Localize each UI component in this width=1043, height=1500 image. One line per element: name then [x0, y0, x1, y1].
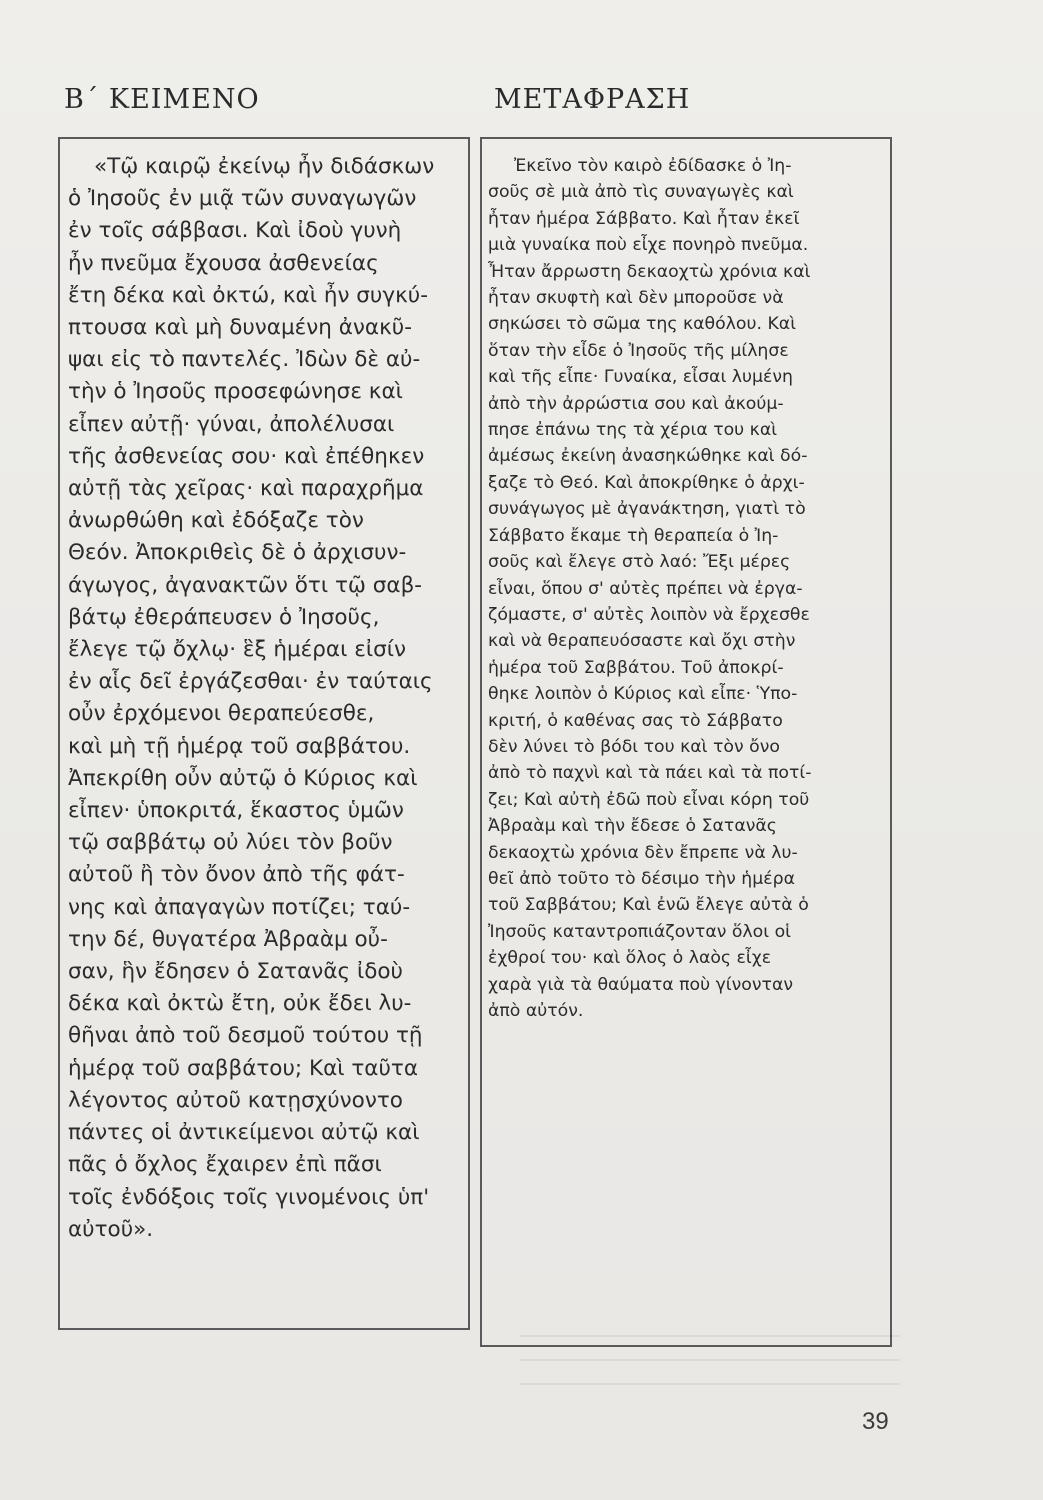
text-line: ἡμέρα τοῦ Σαββάτου. Τοῦ ἀποκρί- [488, 657, 784, 678]
text-line: ζει; Καὶ αὐτὴ ἐδῶ ποὺ εἶναι κόρη τοῦ [488, 789, 810, 810]
text-line: καὶ νὰ θεραπευόσαστε καὶ ὄχι στὴν [488, 631, 796, 652]
text-line: σοῦς σὲ μιὰ ἀπὸ τὶς συναγωγὲς καὶ [488, 182, 794, 203]
text-line: βάτῳ ἐθεράπευσεν ὁ Ἰησοῦς, [68, 604, 380, 630]
text-line: ἐχθροί του· καὶ ὅλος ὁ λαὸς εἶχε [488, 948, 772, 969]
text-line: νης καὶ ἀπαγαγὼν ποτίζει; ταύ- [68, 894, 411, 920]
text-line: Ἰησοῦς καταντροπιάζονταν ὅλοι οἱ [488, 921, 791, 942]
text-line: ὁ Ἰησοῦς ἐν μιᾷ τῶν συναγωγῶν [68, 186, 417, 212]
text-line: μιὰ γυναίκα ποὺ εἶχε πονηρὸ πνεῦμα. [488, 235, 809, 256]
text-line: Ἀπεκρίθη οὖν αὐτῷ ὁ Κύριος καὶ [68, 765, 418, 791]
translation-heading: ΜΕΤΑΦΡΑΣΗ [494, 84, 691, 115]
text-line: λέγοντος αὐτοῦ κατῃσχύνοντο [68, 1087, 403, 1113]
text-line: τὴν ὁ Ἰησοῦς προσεφώνησε καὶ [68, 379, 403, 405]
text-line: ἀπὸ αὐτόν. [488, 1001, 584, 1021]
text-line: Θεόν. Ἀποκριθεὶς δὲ ὁ ἀρχισυν- [68, 540, 407, 566]
text-line: άγωγος, ἀγανακτῶν ὅτι τῷ σαβ- [68, 572, 423, 598]
text-line: ξαζε τὸ Θεό. Καὶ ἀποκρίθηκε ὁ ἀρχι- [488, 472, 805, 493]
text-line: «Τῷ καιρῷ ἐκείνῳ ἦν διδάσκων [94, 154, 435, 179]
text-line: Ἦταν ἄρρωστη δεκαοχτὼ χρόνια καὶ [488, 261, 811, 282]
text-line: πησε ἐπάνω της τὰ χέρια του καὶ [488, 420, 778, 441]
text-line: ἐν τοῖς σάββασι. Καὶ ἰδοὺ γυνὴ [68, 218, 402, 244]
text-line: τοῖς ἐνδόξοις τοῖς γινομένοις ὑπ' [68, 1184, 430, 1210]
show-through-from-reverse-page [520, 1335, 900, 1405]
text-line: σοῦς καὶ ἔλεγε στὸ λαό: Ἔξι μέρες [488, 552, 791, 573]
text-line: εἶπεν αὐτῇ· γύναι, ἀπολέλυσαι [68, 411, 395, 437]
text-line: αὐτοῦ». [68, 1216, 154, 1242]
text-line: τοῦ Σαββάτου; Καὶ ἐνῶ ἔλεγε αὐτὰ ὁ [488, 895, 809, 916]
text-line: θηκε λοιπὸν ὁ Κύριος καὶ εἶπε· Ὑπο- [488, 684, 798, 705]
text-line: ἀπὸ τὸ παχνὶ καὶ τὰ πάει καὶ τὰ ποτί- [488, 763, 812, 784]
text-line: καὶ μὴ τῇ ἡμέρᾳ τοῦ σαββάτου. [68, 733, 411, 759]
original-text-box [58, 137, 470, 1330]
text-line: εἶπεν· ὑποκριτά, ἕκαστος ὑμῶν [68, 798, 404, 824]
text-line: σηκώσει τὸ σῶμα της καθόλου. Καὶ [488, 314, 797, 335]
text-line: χαρὰ γιὰ τὰ θαύματα ποὺ γίνονταν [488, 974, 793, 995]
text-line: ἔτη δέκα καὶ ὀκτώ, καὶ ἦν συγκύ- [68, 282, 428, 308]
text-line: ζόμαστε, σ' αὐτὲς λοιπὸν νὰ ἔρχεσθε [488, 604, 810, 625]
translation-text-body [488, 153, 886, 1024]
text-line: εἶναι, ὅπου σ' αὐτὲς πρέπει νὰ ἐργα- [488, 578, 803, 599]
text-line: ὅταν τὴν εἶδε ὁ Ἰησοῦς τῆς μίλησε [488, 340, 789, 361]
text-line: Σάββατο ἔκαμε τὴ θεραπεία ὁ Ἰη- [488, 525, 779, 546]
original-text-heading: Β΄ ΚΕΙΜΕΝΟ [64, 84, 260, 115]
text-line: την δέ, θυγατέρα Ἀβραὰμ οὖ- [68, 926, 388, 952]
text-line: ἐν αἷς δεῖ ἐργάζεσθαι· ἐν ταύταις [68, 669, 433, 695]
original-text-body [68, 151, 458, 1246]
text-line: ἀνωρθώθη καὶ ἐδόξαζε τὸν [68, 508, 364, 534]
text-line: ἔλεγε τῷ ὄχλῳ· ἓξ ἡμέραι εἰσίν [68, 637, 407, 663]
text-line: ἦν πνεῦμα ἔχουσα ἀσθενείας [68, 250, 379, 276]
text-line: καὶ τῆς εἶπε· Γυναίκα, εἶσαι λυμένη [488, 367, 793, 388]
text-line: ἡμέρᾳ τοῦ σαββάτου; Καὶ ταῦτα [68, 1055, 419, 1081]
text-line: Ἀβραὰμ καὶ τὴν ἔδεσε ὁ Σατανᾶς [488, 816, 777, 837]
text-line: ἦταν σκυφτὴ καὶ δὲν μποροῦσε νὰ [488, 288, 784, 309]
text-line: πᾶς ὁ ὄχλος ἔχαιρεν ἐπὶ πᾶσι [68, 1152, 382, 1178]
text-line: θεῖ ἀπὸ τοῦτο τὸ δέσιμο τὴν ἡμέρα [488, 868, 795, 889]
text-line: τῆς ἀσθενείας σου· καὶ ἐπέθηκεν [68, 443, 425, 469]
text-line: ἀπὸ τὴν ἀρρώστια σου καὶ ἀκούμ- [488, 393, 784, 414]
text-line: δὲν λύνει τὸ βόδι του καὶ τὸν ὄνο [488, 736, 780, 757]
text-line: αὐτοῦ ἢ τὸν ὄνον ἀπὸ τῆς φάτ- [68, 862, 405, 888]
text-line: πτουσα καὶ μὴ δυναμένη ἀνακῦ- [68, 315, 412, 341]
text-line: πάντες οἱ ἀντικείμενοι αὐτῷ καὶ [68, 1120, 420, 1146]
text-line: ψαι εἰς τὸ παντελές. Ἰδὼν δὲ αὐ- [68, 347, 421, 373]
text-line: Ἐκεῖνο τὸν καιρὸ ἐδίδασκε ὁ Ἰη- [514, 156, 792, 176]
text-line: αὐτῇ τὰς χεῖρας· καὶ παραχρῆμα [68, 476, 424, 502]
text-line: δέκα καὶ ὀκτὼ ἔτη, οὐκ ἔδει λυ- [68, 991, 412, 1017]
text-line: σαν, ἣν ἔδησεν ὁ Σατανᾶς ἰδοὺ [68, 959, 403, 985]
text-line: ἀμέσως ἐκείνη ἀνασηκώθηκε καὶ δό- [488, 446, 808, 467]
text-line: θῆναι ἀπὸ τοῦ δεσμοῦ τούτου τῇ [68, 1023, 423, 1049]
text-line: τῷ σαββάτῳ οὐ λύει τὸν βοῦν [68, 830, 393, 856]
text-line: οὖν ἐρχόμενοι θεραπεύεσθε, [68, 701, 375, 727]
text-line: δεκαοχτὼ χρόνια δὲν ἔπρεπε νὰ λυ- [488, 842, 798, 863]
translation-box [480, 137, 892, 1347]
text-line: κριτή, ὁ καθένας σας τὸ Σάββατο [488, 710, 783, 731]
text-line: ἦταν ἡμέρα Σάββατο. Καὶ ἦταν ἐκεῖ [488, 208, 800, 229]
text-line: συνάγωγος μὲ ἀγανάκτηση, γιατὶ τὸ [488, 499, 806, 520]
page-number: 39 [862, 1408, 889, 1435]
